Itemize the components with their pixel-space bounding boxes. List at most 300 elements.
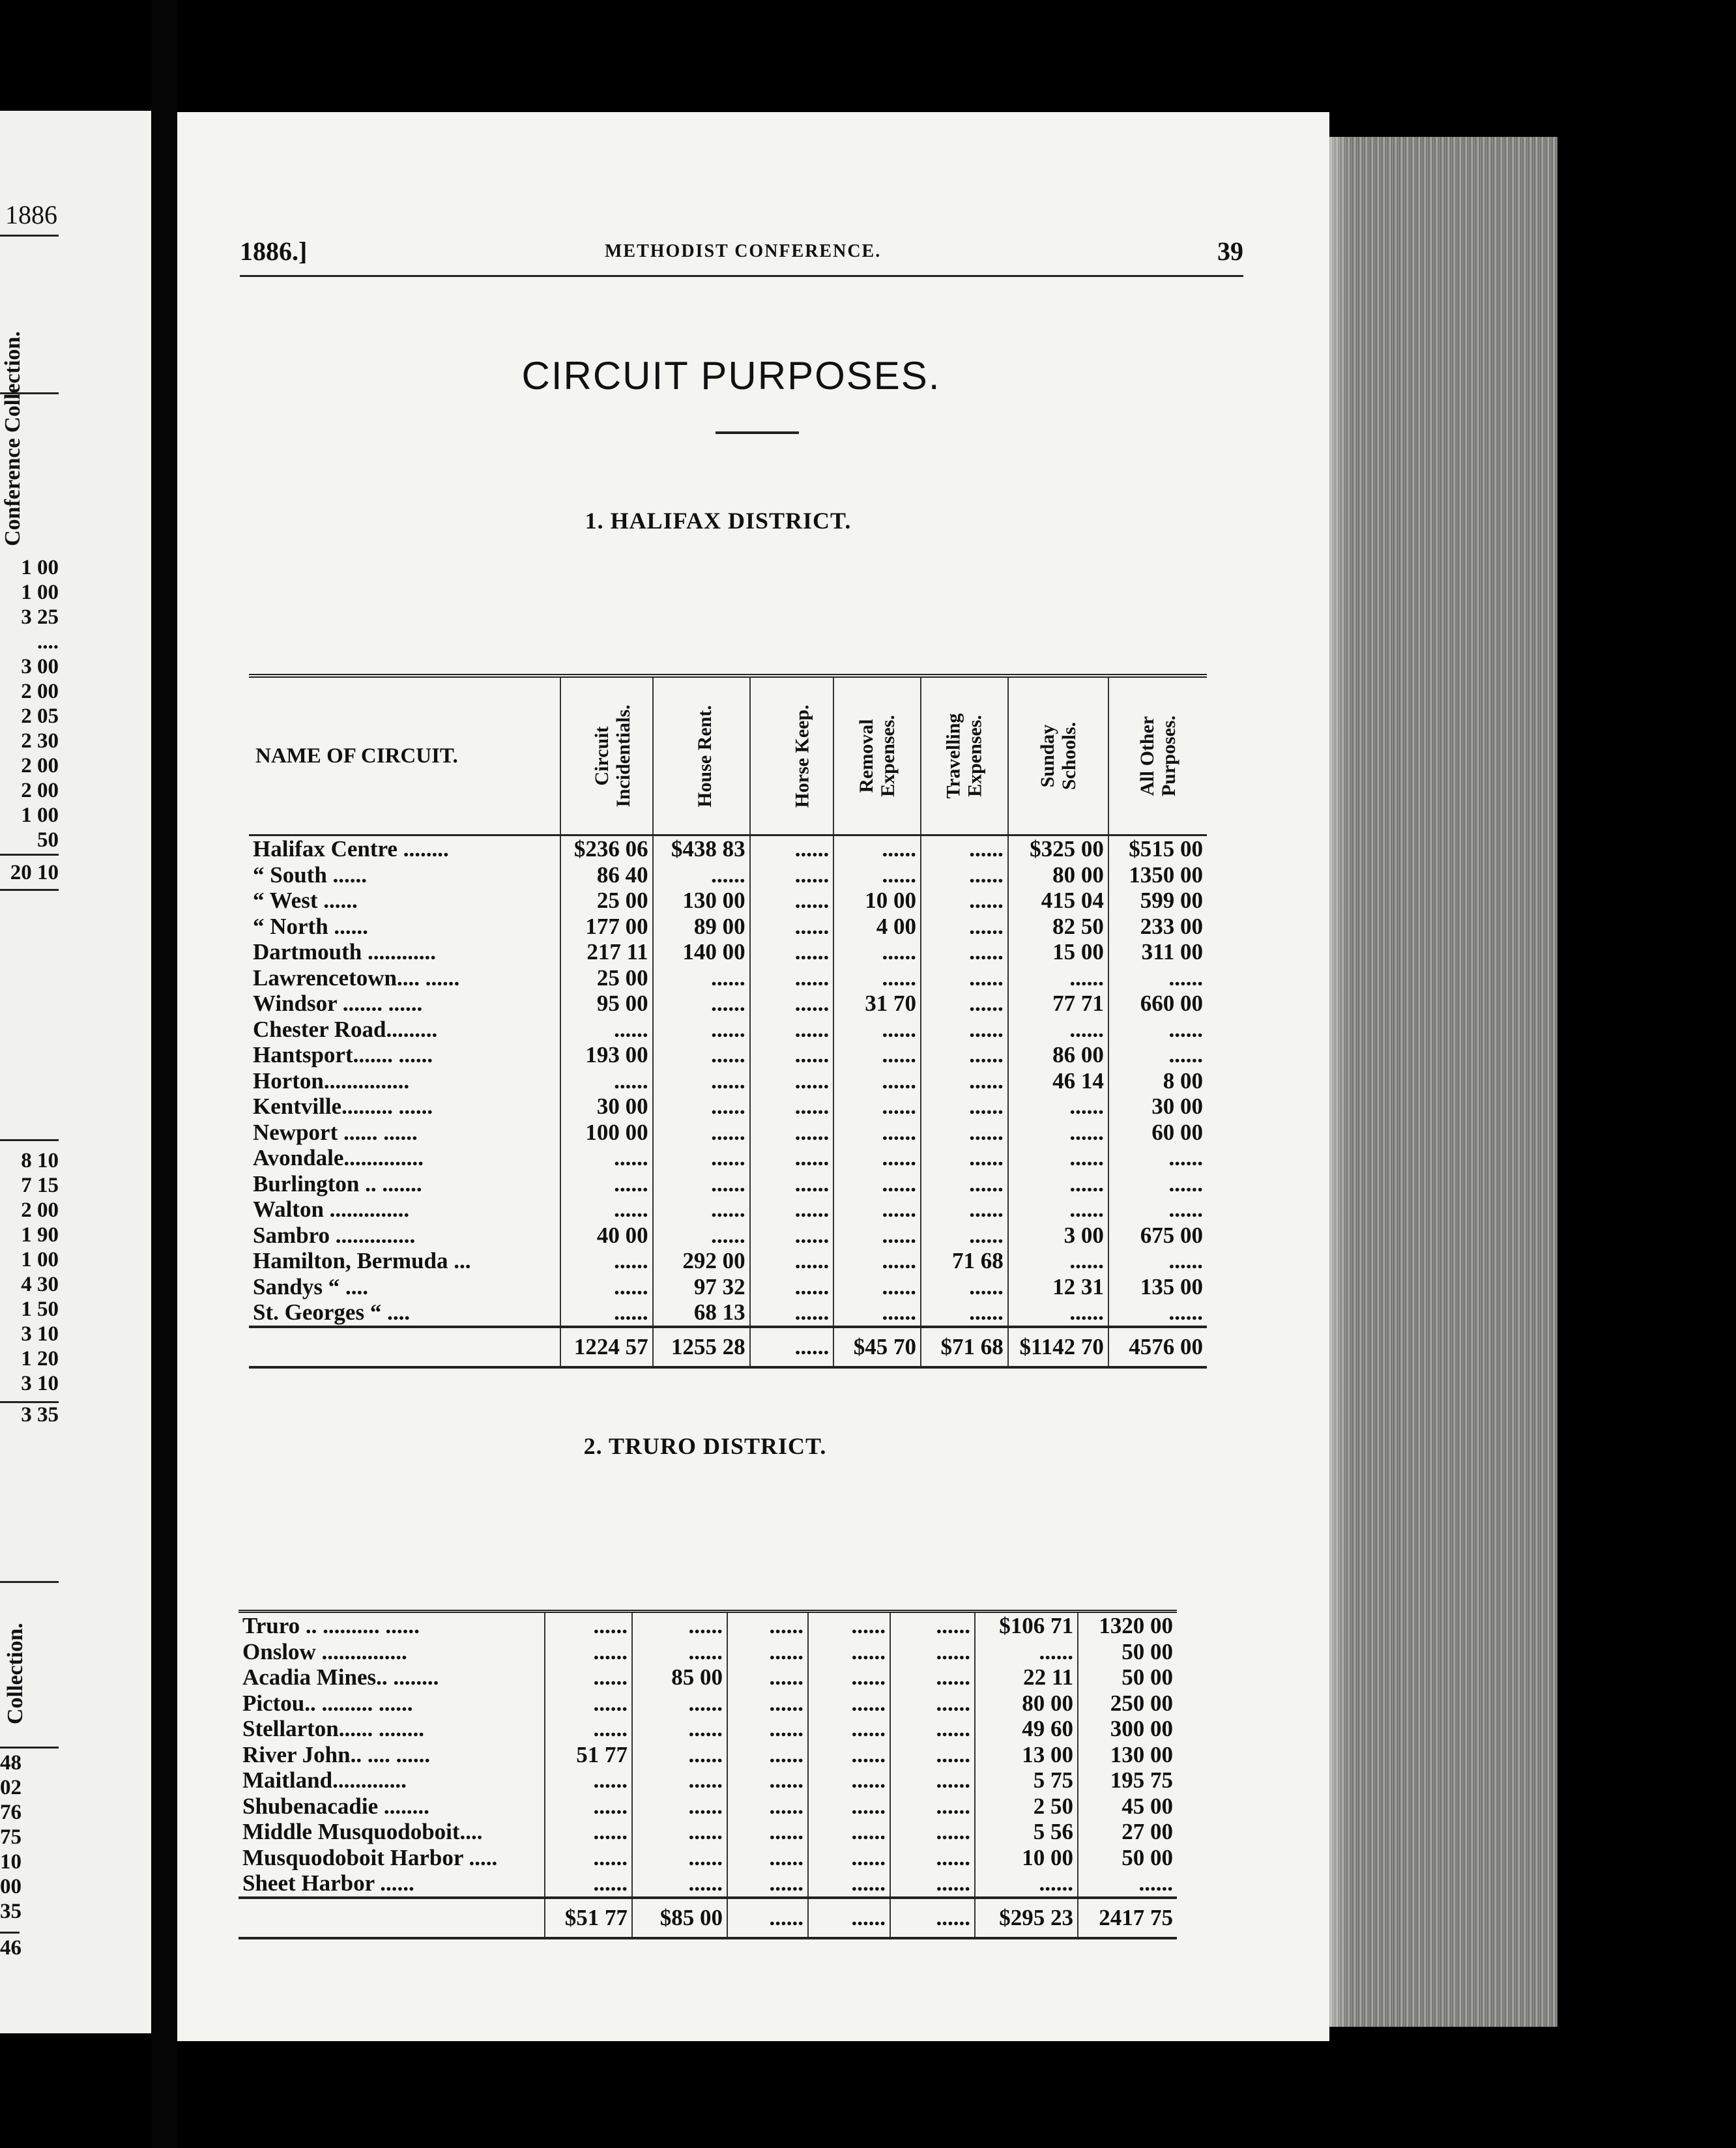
left-page-value: 3 10	[21, 1322, 59, 1346]
amount-cell: ......	[921, 991, 1008, 1017]
amount-cell: ......	[727, 1793, 808, 1820]
amount-cell: ......	[653, 965, 750, 991]
amount-cell: ......	[750, 914, 834, 940]
circuit-name: Stellarton...... ........	[242, 1716, 425, 1741]
truro-table-body	[239, 1612, 1177, 1898]
total-cell: 4576 00	[1108, 1327, 1207, 1367]
amount-cell: ......	[653, 1171, 750, 1197]
amount-cell: 140 00	[653, 939, 750, 965]
amount-cell: ......	[833, 965, 921, 991]
amount-cell: ......	[808, 1870, 890, 1898]
amount-cell: 217 11	[560, 939, 653, 965]
amount-cell: 22 11	[975, 1664, 1078, 1691]
amount-cell: ......	[1008, 1145, 1108, 1171]
amount-cell: ......	[890, 1819, 975, 1845]
amount-cell: ......	[632, 1742, 727, 1768]
left-page-value: 2 00	[21, 779, 59, 802]
table-row	[249, 862, 1207, 888]
amount-cell: 50 00	[1078, 1845, 1177, 1871]
column-header	[833, 676, 921, 835]
amount-cell: ......	[653, 1042, 750, 1068]
amount-cell: ......	[833, 1145, 921, 1171]
amount-cell: 50 00	[1078, 1664, 1177, 1691]
circuit-name: Middle Musquodoboit....	[242, 1819, 483, 1844]
total-cell: ......	[890, 1898, 975, 1938]
title-rule	[716, 431, 799, 434]
amount-cell: ......	[921, 965, 1008, 991]
left-page-value: 1 00	[21, 556, 59, 579]
amount-cell: 51 77	[545, 1742, 632, 1768]
amount-cell: 130 00	[1078, 1742, 1177, 1768]
amount-cell: ......	[653, 1145, 750, 1171]
amount-cell: ......	[1108, 1145, 1207, 1171]
table-row	[239, 1639, 1177, 1665]
amount-cell: ......	[833, 835, 921, 862]
amount-cell: ......	[750, 1068, 834, 1094]
amount-cell: ......	[727, 1664, 808, 1691]
amount-cell: ......	[1108, 1017, 1207, 1043]
amount-cell: ......	[632, 1845, 727, 1871]
column-header	[1108, 676, 1207, 835]
amount-cell: ......	[833, 1223, 921, 1249]
header-rule	[240, 275, 1243, 277]
left-page-value: 2 00	[21, 1198, 59, 1222]
amount-cell: ......	[632, 1793, 727, 1820]
left-page-rule-5	[0, 1747, 59, 1749]
amount-cell: ......	[1108, 1171, 1207, 1197]
amount-cell: ......	[727, 1742, 808, 1768]
amount-cell: ......	[545, 1870, 632, 1898]
amount-cell: ......	[890, 1870, 975, 1898]
amount-cell: ......	[921, 835, 1008, 862]
table-row	[239, 1612, 1177, 1639]
amount-cell: 10 00	[833, 888, 921, 914]
left-page-year: 1886	[5, 200, 57, 229]
amount-cell: ......	[750, 1223, 834, 1249]
amount-cell: ......	[921, 888, 1008, 914]
left-page-value: 75	[0, 1825, 22, 1849]
amount-cell: 5 56	[975, 1819, 1078, 1845]
amount-cell: 30 00	[560, 1094, 653, 1120]
left-page-column-2	[0, 1148, 59, 1396]
left-page-value: 3 00	[21, 655, 59, 678]
amount-cell: ......	[632, 1870, 727, 1898]
amount-cell: ......	[808, 1716, 890, 1742]
total-cell: 1255 28	[653, 1327, 750, 1367]
amount-cell: ......	[750, 965, 834, 991]
circuit-name: Burlington .. .......	[253, 1170, 422, 1197]
amount-cell: ......	[921, 939, 1008, 965]
amount-cell: ......	[750, 1274, 834, 1300]
amount-cell: ......	[750, 1017, 834, 1043]
amount-cell: ......	[632, 1716, 727, 1742]
amount-cell: 599 00	[1108, 888, 1207, 914]
left-page-value: 7 15	[21, 1174, 59, 1197]
circuit-name: Dartmouth ............	[253, 939, 436, 965]
amount-cell: ......	[921, 1274, 1008, 1300]
total-cell: ......	[808, 1898, 890, 1938]
amount-cell: 40 00	[560, 1223, 653, 1249]
amount-cell: ......	[545, 1664, 632, 1691]
amount-cell: ......	[632, 1819, 727, 1845]
amount-cell: 89 00	[653, 914, 750, 940]
totals-label	[249, 1327, 560, 1367]
amount-cell: $106 71	[975, 1612, 1078, 1639]
running-header	[240, 236, 1243, 268]
amount-cell: ......	[833, 1299, 921, 1327]
amount-cell: ......	[653, 1197, 750, 1223]
amount-cell: 300 00	[1078, 1716, 1177, 1742]
amount-cell: 100 00	[560, 1120, 653, 1146]
amount-cell: ......	[808, 1819, 890, 1845]
table-row	[239, 1742, 1177, 1768]
amount-cell: $236 06	[560, 835, 653, 862]
circuit-name: Lawrencetown.... ......	[253, 965, 460, 991]
amount-cell: ......	[890, 1845, 975, 1871]
left-page-column-2-total: 3 35	[21, 1403, 59, 1427]
amount-cell: ......	[727, 1639, 808, 1665]
page-title: CIRCUIT PURPOSES.	[521, 354, 941, 398]
total-cell: 1224 57	[560, 1327, 653, 1367]
table-row	[239, 1767, 1177, 1793]
amount-cell: 31 70	[833, 991, 921, 1017]
amount-cell: 77 71	[1008, 991, 1108, 1017]
amount-cell: ......	[833, 862, 921, 888]
amount-cell: ......	[750, 1248, 834, 1274]
amount-cell: ......	[560, 1068, 653, 1094]
amount-cell: ......	[833, 1017, 921, 1043]
amount-cell: ......	[560, 1171, 653, 1197]
amount-cell: ......	[545, 1716, 632, 1742]
amount-cell: 660 00	[1108, 991, 1207, 1017]
amount-cell: ......	[545, 1767, 632, 1793]
amount-cell: ......	[921, 1145, 1008, 1171]
amount-cell: ......	[833, 1171, 921, 1197]
amount-cell: ......	[750, 835, 834, 862]
amount-cell: 135 00	[1108, 1274, 1207, 1300]
amount-cell: 68 13	[653, 1299, 750, 1327]
circuit-name: Horton...............	[253, 1067, 410, 1094]
amount-cell: ......	[653, 991, 750, 1017]
page-number: 39	[1217, 237, 1243, 266]
amount-cell: 25 00	[560, 965, 653, 991]
amount-cell: ......	[750, 1145, 834, 1171]
amount-cell: ......	[1008, 1120, 1108, 1146]
amount-cell: ......	[1078, 1870, 1177, 1898]
circuit-name: Acadia Mines.. ........	[242, 1664, 439, 1690]
circuit-name: Onslow ...............	[242, 1638, 407, 1664]
amount-cell: 675 00	[1108, 1223, 1207, 1249]
totals-label	[239, 1898, 545, 1938]
table-row	[249, 991, 1207, 1017]
left-page-value: 00	[0, 1875, 22, 1898]
amount-cell: ......	[890, 1793, 975, 1820]
amount-cell: ......	[653, 1120, 750, 1146]
left-page-value: 2 00	[21, 754, 59, 777]
amount-cell: ......	[1008, 1171, 1108, 1197]
left-page-value: 1 00	[21, 804, 59, 827]
truro-district-title: 2. TRURO DISTRICT.	[583, 1433, 827, 1459]
column-header-label: Circuit Incidentials.	[590, 704, 634, 807]
amount-cell: ......	[727, 1870, 808, 1898]
amount-cell: ......	[653, 1223, 750, 1249]
amount-cell: 46 14	[1008, 1068, 1108, 1094]
total-cell: ......	[750, 1327, 834, 1367]
amount-cell: ......	[1108, 1299, 1207, 1327]
amount-cell: ......	[921, 1171, 1008, 1197]
amount-cell: ......	[750, 1042, 834, 1068]
left-page-value: 48	[0, 1751, 22, 1775]
amount-cell: 15 00	[1008, 939, 1108, 965]
circuit-name: Sambro ..............	[253, 1222, 416, 1248]
halifax-table-totals-row	[249, 1327, 1207, 1367]
amount-cell: 3 00	[1008, 1223, 1108, 1249]
left-page-value: 3 25	[21, 605, 59, 629]
amount-cell: ......	[833, 1274, 921, 1300]
amount-cell: ......	[808, 1845, 890, 1871]
table-row	[249, 1042, 1207, 1068]
amount-cell: ......	[890, 1639, 975, 1665]
amount-cell: 250 00	[1078, 1691, 1177, 1717]
left-page-value: 8 10	[21, 1149, 59, 1172]
amount-cell: 195 75	[1078, 1767, 1177, 1793]
amount-cell: ......	[1008, 1299, 1108, 1327]
amount-cell: 80 00	[1008, 862, 1108, 888]
amount-cell: ......	[1008, 965, 1108, 991]
circuit-name: Halifax Centre ........	[253, 836, 449, 862]
circuit-name: “ North ......	[253, 913, 368, 939]
circuit-name: Newport ...... ......	[253, 1119, 418, 1145]
left-page-column-1	[0, 555, 59, 852]
amount-cell: ......	[750, 1197, 834, 1223]
circuit-name: Avondale..............	[253, 1145, 424, 1170]
left-page-value: 1 00	[21, 581, 59, 604]
column-header	[750, 676, 834, 835]
amount-cell: 130 00	[653, 888, 750, 914]
amount-cell: ......	[727, 1845, 808, 1871]
circuit-name: “ South ......	[253, 862, 368, 888]
left-page-value: 76	[0, 1801, 22, 1824]
table-row	[249, 1120, 1207, 1146]
amount-cell: ......	[833, 1120, 921, 1146]
amount-cell: $325 00	[1008, 835, 1108, 862]
amount-cell: $515 00	[1108, 835, 1207, 862]
amount-cell: ......	[653, 862, 750, 888]
left-page-value: 4 30	[21, 1273, 59, 1296]
amount-cell: 1350 00	[1108, 862, 1207, 888]
circuit-name: Maitland.............	[242, 1767, 407, 1793]
amount-cell: ......	[921, 1068, 1008, 1094]
amount-cell: ......	[727, 1767, 808, 1793]
table-row	[239, 1793, 1177, 1820]
amount-cell: ......	[833, 1197, 921, 1223]
table-row	[239, 1819, 1177, 1845]
amount-cell: ......	[808, 1639, 890, 1665]
amount-cell: 86 40	[560, 862, 653, 888]
amount-cell: ......	[750, 991, 834, 1017]
amount-cell: 85 00	[632, 1664, 727, 1691]
left-page-value: 35	[0, 1900, 22, 1923]
amount-cell: 50 00	[1078, 1639, 1177, 1665]
amount-cell: ......	[833, 1248, 921, 1274]
amount-cell: ......	[560, 1145, 653, 1171]
amount-cell: ......	[560, 1299, 653, 1327]
table-row	[249, 1299, 1207, 1327]
truro-district-table	[239, 1610, 1177, 1939]
table-row	[249, 1094, 1207, 1120]
amount-cell: ......	[921, 1017, 1008, 1043]
table-row	[249, 914, 1207, 940]
table-row	[249, 939, 1207, 965]
amount-cell: ......	[890, 1716, 975, 1742]
total-cell: $1142 70	[1008, 1327, 1108, 1367]
amount-cell: 86 00	[1008, 1042, 1108, 1068]
amount-cell: ......	[545, 1639, 632, 1665]
table-row	[249, 835, 1207, 862]
amount-cell: ......	[727, 1612, 808, 1639]
left-page-value: ....	[37, 630, 59, 654]
circuit-name: Kentville......... ......	[253, 1094, 433, 1119]
circuit-name: Musquodoboit Harbor .....	[242, 1844, 498, 1870]
circuit-name: Windsor ....... ......	[253, 991, 423, 1016]
amount-cell: ......	[833, 1068, 921, 1094]
left-page-column-heading-1: Conference Collection.	[1, 331, 25, 546]
amount-cell: ......	[750, 888, 834, 914]
amount-cell: ......	[808, 1664, 890, 1691]
amount-cell: ......	[632, 1639, 727, 1665]
amount-cell: ......	[560, 1248, 653, 1274]
amount-cell: ......	[632, 1612, 727, 1639]
circuit-name: Hantsport....... ......	[253, 1042, 433, 1067]
amount-cell: ......	[653, 1068, 750, 1094]
amount-cell: 1320 00	[1078, 1612, 1177, 1639]
amount-cell: ......	[808, 1612, 890, 1639]
circuit-name: St. Georges “ ....	[253, 1299, 411, 1325]
circuit-name: Pictou.. ......... ......	[242, 1690, 413, 1716]
halifax-district-table	[249, 674, 1207, 1369]
amount-cell: ......	[560, 1197, 653, 1223]
amount-cell: 311 00	[1108, 939, 1207, 965]
column-header-label: House Rent.	[693, 704, 716, 807]
amount-cell: ......	[727, 1716, 808, 1742]
circuit-name: Truro .. .......... ......	[242, 1613, 420, 1638]
amount-cell: ......	[750, 1299, 834, 1327]
amount-cell: ......	[727, 1819, 808, 1845]
column-header-label: All Other Purposes.	[1136, 715, 1179, 797]
amount-cell: ......	[890, 1742, 975, 1768]
amount-cell: 193 00	[560, 1042, 653, 1068]
circuit-name: River John.. .... ......	[242, 1741, 431, 1767]
amount-cell: ......	[750, 862, 834, 888]
amount-cell: ......	[921, 1223, 1008, 1249]
column-header-label: Travelling Expenses.	[942, 713, 986, 799]
left-page-column-3	[0, 1750, 20, 1924]
left-page-column-3-total: 46	[0, 1936, 22, 1960]
amount-cell: ......	[1008, 1094, 1108, 1120]
amount-cell: 12 31	[1008, 1274, 1108, 1300]
circuit-name: Sheet Harbor ......	[242, 1870, 414, 1896]
total-cell: ......	[727, 1898, 808, 1938]
amount-cell: ......	[890, 1612, 975, 1639]
column-header	[560, 676, 653, 835]
amount-cell: ......	[975, 1870, 1078, 1898]
header-year: 1886.]	[240, 237, 308, 266]
column-header-label: Sunday Schools.	[1036, 721, 1080, 791]
amount-cell: $438 83	[653, 835, 750, 862]
amount-cell: ......	[632, 1767, 727, 1793]
circuit-name: Hamilton, Bermuda ...	[253, 1248, 471, 1273]
book-gutter	[151, 0, 177, 2148]
left-page-total-rule-1	[0, 854, 59, 856]
amount-cell: ......	[975, 1639, 1078, 1665]
left-page-rule-4	[0, 1581, 59, 1583]
left-page-value: 1 90	[21, 1223, 59, 1247]
amount-cell: ......	[1108, 1197, 1207, 1223]
left-page-value: 02	[0, 1776, 22, 1799]
amount-cell: ......	[1108, 1042, 1207, 1068]
amount-cell: 27 00	[1078, 1819, 1177, 1845]
amount-cell: ......	[921, 1120, 1008, 1146]
amount-cell: 30 00	[1108, 1094, 1207, 1120]
table-row	[249, 1171, 1207, 1197]
amount-cell: ......	[921, 1042, 1008, 1068]
amount-cell: ......	[808, 1742, 890, 1768]
amount-cell: ......	[1108, 965, 1207, 991]
circuit-name: Walton ..............	[253, 1197, 410, 1222]
left-page-value: 2 30	[21, 729, 59, 753]
amount-cell: 45 00	[1078, 1793, 1177, 1820]
truro-table-totals-row	[239, 1898, 1177, 1938]
amount-cell: ......	[632, 1691, 727, 1717]
circuit-name: Chester Road.........	[253, 1016, 438, 1042]
amount-cell: ......	[545, 1793, 632, 1820]
table-row	[249, 1274, 1207, 1300]
left-page-column-heading-2: Collection.	[3, 1623, 27, 1724]
total-cell: $71 68	[921, 1327, 1008, 1367]
column-header	[921, 676, 1008, 835]
amount-cell: ......	[921, 914, 1008, 940]
amount-cell: ......	[545, 1845, 632, 1871]
column-header-label: Horse Keep.	[791, 704, 813, 808]
halifax-table-header-row	[249, 676, 1207, 835]
halifax-table-body	[249, 835, 1207, 1327]
amount-cell: ......	[545, 1612, 632, 1639]
amount-cell: 4 00	[833, 914, 921, 940]
amount-cell: ......	[653, 1017, 750, 1043]
header-title: METHODIST CONFERENCE.	[605, 241, 882, 261]
left-page-rule-2	[0, 889, 59, 891]
total-cell: 2417 75	[1078, 1898, 1177, 1938]
amount-cell: 415 04	[1008, 888, 1108, 914]
amount-cell: ......	[727, 1691, 808, 1717]
left-page-value: 2 05	[21, 704, 59, 728]
amount-cell: 8 00	[1108, 1068, 1207, 1094]
left-page-value: 1 50	[21, 1298, 59, 1321]
page-edges	[1310, 137, 1557, 2027]
left-page-value: 50	[37, 828, 59, 852]
amount-cell: ......	[890, 1691, 975, 1717]
table-row	[249, 965, 1207, 991]
left-page-total-rule-3	[0, 1932, 20, 1934]
amount-cell: ......	[545, 1819, 632, 1845]
amount-cell: ......	[653, 1094, 750, 1120]
table-row	[249, 1248, 1207, 1274]
amount-cell: 71 68	[921, 1248, 1008, 1274]
left-page-value: 1 00	[21, 1248, 59, 1271]
halifax-district-title: 1. HALIFAX DISTRICT.	[585, 508, 852, 534]
amount-cell: ......	[1108, 1248, 1207, 1274]
left-page-value: 1 20	[21, 1347, 59, 1371]
